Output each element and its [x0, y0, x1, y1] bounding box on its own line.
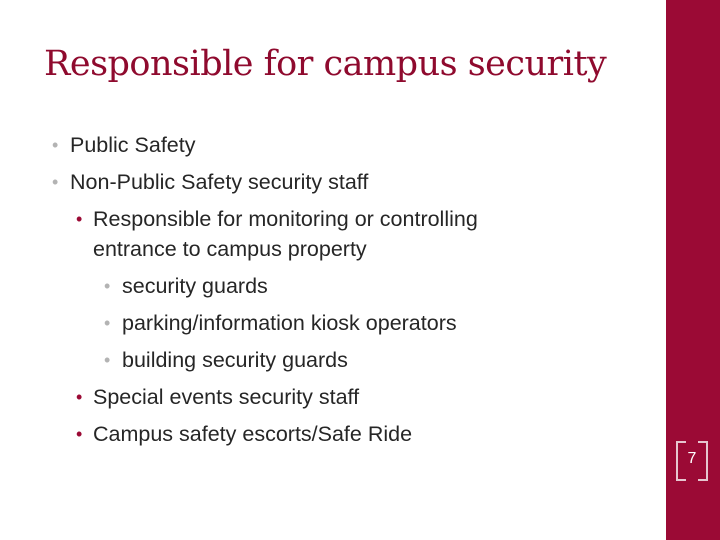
bullet-continuation: [93, 236, 367, 262]
bullet-dot-icon: •: [104, 276, 111, 296]
bullet-text: Non-Public Safety security staff: [70, 170, 369, 194]
bullet-text: entrance to campus property: [93, 237, 367, 261]
bullet-dot-icon: •: [76, 209, 83, 229]
bullet-dot-icon: •: [76, 424, 83, 444]
bullet-text: Public Safety: [70, 133, 196, 157]
bullet-dot-icon: •: [104, 350, 111, 370]
slide-title: Responsible for campus security: [44, 44, 607, 84]
bullet-text: security guards: [122, 274, 268, 298]
bullet-dot-icon: •: [76, 387, 83, 407]
bullet-text: Campus safety escorts/Safe Ride: [93, 422, 413, 446]
page-number: 7: [687, 450, 697, 467]
bullet-dot-icon: •: [52, 135, 59, 155]
bullet-text: Responsible for monitoring or controlling: [93, 207, 478, 231]
bullet-text: building security guards: [122, 348, 348, 372]
page-number-badge: [676, 441, 708, 479]
bullet-dot-icon: •: [52, 172, 59, 192]
bullet-text: Special events security staff: [93, 385, 360, 409]
bullet-text: parking/information kiosk operators: [122, 311, 457, 335]
bullet-dot-icon: •: [104, 313, 111, 333]
